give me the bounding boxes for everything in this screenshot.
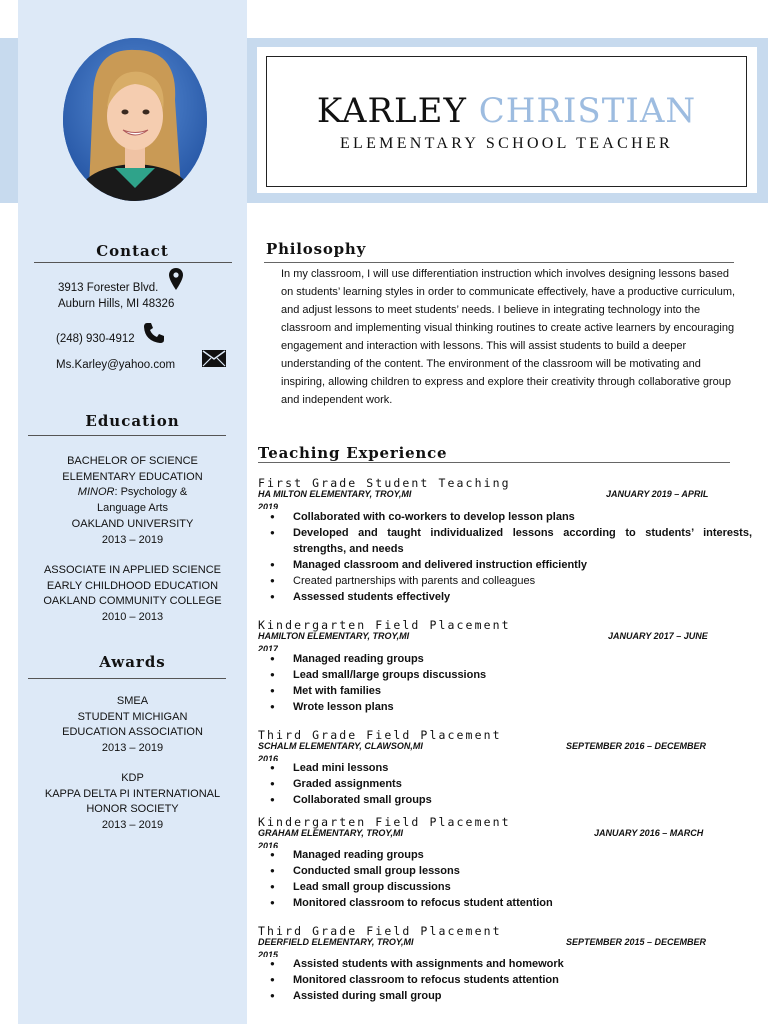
job-4-duties [270, 847, 752, 911]
contact-divider [34, 262, 232, 263]
list-item: ● Collaborated with co-workers to develop lesson plans [270, 509, 752, 525]
address-line-2: Auburn Hills, MI 48326 [58, 298, 175, 310]
awards-heading: Awards [99, 653, 166, 671]
email-link[interactable]: Ms.Karley@yahoo.com [56, 359, 176, 371]
degree-2-years: 2010 – 2013 [101, 611, 164, 624]
job-1-date: JANUARY 2019 – APRIL [606, 489, 709, 499]
award-2 [18, 771, 247, 834]
job-5-date: SEPTEMBER 2015 – DECEMBER [566, 937, 707, 947]
job-1-school: HA MILTON ELEMENTARY, TROY,MI [258, 489, 412, 499]
degree-1-line-4: Language Arts [97, 502, 168, 515]
job-3-title: Third Grade Field Placement [258, 728, 502, 742]
job-4-date-year: 2016 [258, 842, 279, 848]
award-2-line-3: HONOR SOCIETY [86, 803, 179, 816]
job-title: ELEMENTARY SCHOOL TEACHER [339, 135, 674, 152]
degree-1-line-2: ELEMENTARY EDUCATION [62, 470, 203, 483]
job-5-title: Third Grade Field Placement [258, 924, 502, 938]
degree-1-years: 2013 – 2019 [101, 533, 164, 546]
award-2-years: 2013 – 2019 [101, 819, 164, 832]
list-item: ● Conducted small group lessons [270, 863, 752, 879]
list-item: ● Assessed students effectively [270, 589, 752, 605]
list-item: ● Met with families [270, 683, 752, 699]
job-5-school: DEERFIELD ELEMENTARY, TROY,MI [258, 937, 414, 947]
job-1-duties [270, 509, 752, 605]
award-1-line-1: SMEA [116, 695, 149, 707]
experience-heading: Teaching Experience [258, 444, 448, 462]
job-4-school: GRAHAM ELEMENTARY, TROY,MI [258, 828, 404, 838]
job-1-title: First Grade Student Teaching [258, 476, 511, 490]
first-name: KARLEY [316, 91, 467, 131]
degree-2-line-2: EARLY CHILDHOOD EDUCATION [46, 579, 219, 592]
education-degree-1 [18, 454, 247, 548]
education-degree-2 [18, 563, 247, 626]
job-3-date: SEPTEMBER 2016 – DECEMBER [566, 741, 707, 751]
award-1 [18, 694, 247, 757]
address-line-1: 3913 Forester Blvd. [58, 282, 159, 294]
name-header [266, 56, 747, 187]
phone-icon [143, 322, 165, 344]
awards-divider [28, 678, 226, 679]
education-divider [28, 435, 226, 436]
job-3-school: SCHALM ELEMENTARY, CLAWSON,MI [258, 741, 423, 751]
job-1-date-year: 2019 [258, 503, 279, 509]
degree-1-school: OAKLAND UNIVERSITY [71, 517, 194, 530]
phone-number[interactable]: (248) 930-4912 [56, 333, 135, 345]
job-2-duties [270, 651, 752, 715]
candidate-name [267, 91, 746, 131]
job-4-date: JANUARY 2016 – MARCH [594, 828, 704, 838]
job-2-date-year: 2017 [258, 645, 279, 651]
job-4-title: Kindergarten Field Placement [258, 815, 511, 829]
envelope-icon [202, 350, 226, 367]
experience-divider [258, 462, 730, 463]
job-3-date-year: 2016 [258, 755, 279, 761]
list-item: ● Lead small group discussions [270, 879, 752, 895]
list-item: ● Assisted students with assignments and homework [270, 956, 752, 972]
philosophy-divider [264, 262, 734, 263]
location-pin-icon [169, 268, 183, 290]
list-item: ● Lead small/large groups discussions [270, 667, 752, 683]
list-item: ● Monitored classroom to refocus students attention [270, 972, 752, 988]
job-2-title: Kindergarten Field Placement [258, 618, 511, 632]
last-name: CHRISTIAN [478, 91, 697, 131]
degree-1-minor [18, 485, 247, 501]
education-heading: Education [85, 412, 180, 430]
job-5-duties [270, 956, 752, 1004]
list-item: ● Collaborated small groups [270, 792, 752, 808]
list-item: ● Managed classroom and delivered instruction efficiently [270, 557, 752, 573]
degree-2-school: OAKLAND COMMUNITY COLLEGE [43, 595, 222, 608]
list-item: ● Assisted during small group [270, 988, 752, 1004]
profile-photo [63, 38, 207, 201]
philosophy-text: In my classroom, I will use differentiation instruction which involves designing lessons based on students’ learning styles in order to communicate effectively, have a productive curriculum, and adjust lessons to meet students’ needs. I believe in integrating technology into the classroom and implementing visual thinking routines to create active learners by encouraging engagement and interaction with lessons. This will assist students to build a deeper understanding of the content. The environment of the classroom will be motivating and inspiring, allowing children to express and explore their creativity through collaborative group and independent work. [281, 268, 736, 406]
list-item: ● Monitored classroom to refocus student attention [270, 895, 752, 911]
minor-value: : Psychology & [114, 486, 188, 499]
list-item: ● Created partnerships with parents and colleagues [270, 573, 752, 589]
degree-2-line-1: ASSOCIATE IN APPLIED SCIENCE [43, 564, 222, 576]
list-item: ● Graded assignments [270, 776, 752, 792]
minor-label: MINOR [77, 486, 115, 499]
contact-heading: Contact [96, 242, 169, 260]
job-5-date-year: 2015 [258, 951, 279, 957]
list-item: ● Managed reading groups [270, 847, 752, 863]
list-item: ● Lead mini lessons [270, 760, 752, 776]
award-1-years: 2013 – 2019 [101, 742, 164, 755]
degree-1-line-1: BACHELOR OF SCIENCE [67, 455, 198, 467]
job-2-school: HAMILTON ELEMENTARY, TROY,MI [258, 631, 410, 641]
award-1-line-2: STUDENT MICHIGAN [77, 710, 188, 723]
job-3-duties [270, 760, 752, 808]
award-1-line-3: EDUCATION ASSOCIATION [62, 726, 203, 739]
award-2-line-1: KDP [121, 772, 144, 784]
left-accent-band [0, 38, 18, 203]
list-item: ● Wrote lesson plans [270, 699, 752, 715]
list-item: ● Developed and taught individualized lessons according to students’ interests, strengths, and needs [270, 525, 752, 557]
award-2-line-2: KAPPA DELTA PI INTERNATIONAL [44, 787, 221, 800]
job-2-date: JANUARY 2017 – JUNE [608, 631, 708, 641]
philosophy-heading: Philosophy [266, 240, 367, 258]
list-item: ● Managed reading groups [270, 651, 752, 667]
